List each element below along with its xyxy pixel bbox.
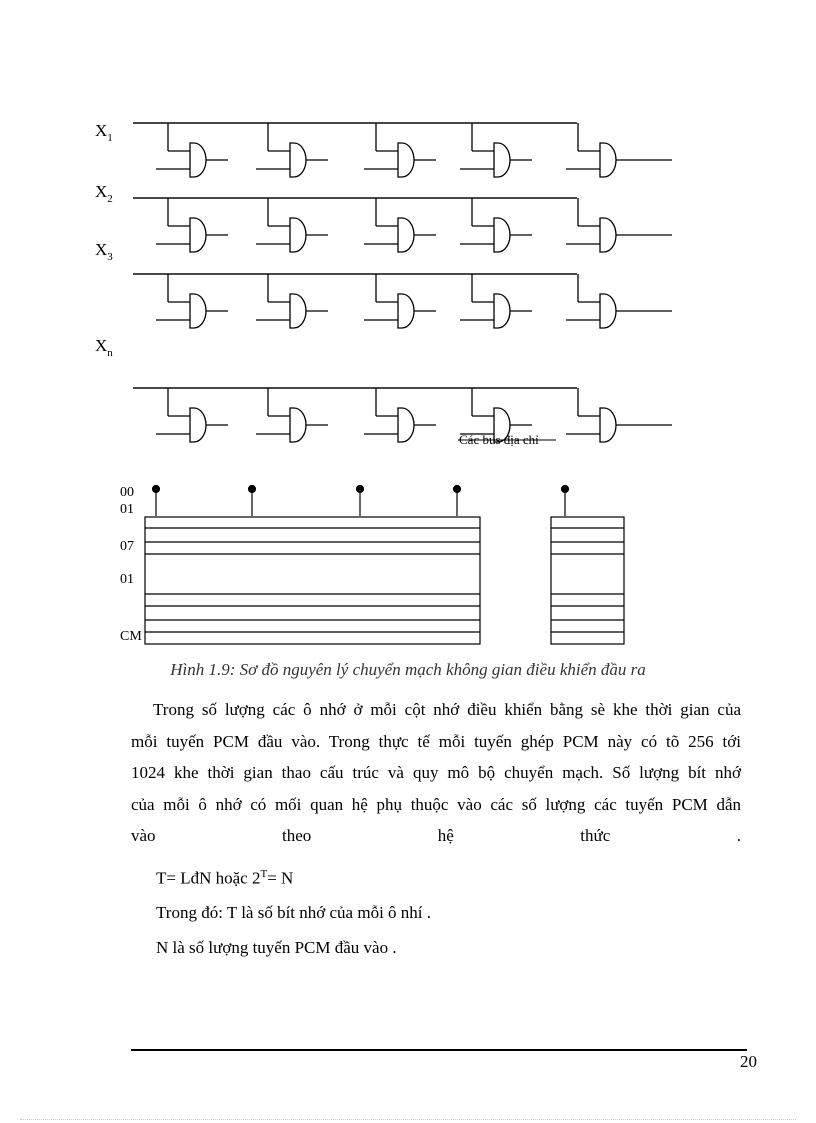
paragraph-line: Trong số lượng các ô nhớ ở mỗi cột nhớ điều khiển bằng sè khe thời gian của: [153, 700, 741, 719]
word: thức: [580, 826, 611, 845]
and-gate: [494, 218, 510, 252]
input-label-x3: $X_3$: [95, 240, 113, 263]
memory-labels: [120, 485, 142, 644]
page-number: 20: [740, 1052, 757, 1071]
and-gate: [600, 408, 616, 442]
word: vào: [131, 826, 156, 845]
memory-label-cm: CM: [120, 629, 142, 644]
formula: T= LđN hoặc $2^T= N$: [156, 868, 294, 888]
and-gate: [190, 143, 206, 177]
and-gate: [494, 143, 510, 177]
and-gate: [600, 218, 616, 252]
input-label-x2: $X_2$: [95, 182, 113, 205]
and-gate: [290, 294, 306, 328]
where-line: Trong đó: T là số bít nhớ của mỗi ô nhí .: [156, 903, 432, 922]
and-gate: [398, 218, 414, 252]
body-paragraph: [131, 694, 741, 852]
footer-rule: [131, 1049, 747, 1051]
input-label-xn: $X_n$: [95, 336, 113, 359]
and-gate: [190, 408, 206, 442]
memory-label-01b: 01: [120, 572, 134, 587]
word: hệ: [437, 826, 454, 845]
gate-array: [133, 123, 672, 442]
memory-label-01a: 01: [120, 502, 134, 517]
figure-caption: Hình 1.9: Sơ đồ nguyên lý chuyển mạch không gian điều khiển đầu ra: [170, 660, 646, 679]
and-gate: [600, 143, 616, 177]
memory-label-07: 07: [120, 539, 134, 554]
and-gate: [398, 143, 414, 177]
and-gate: [190, 294, 206, 328]
paragraph-line: mỗi tuyến PCM đầu vào. Trong thực tế mỗi tuyến ghép PCM này có tõ 256 tới: [131, 731, 741, 751]
page-bottom-edge: [20, 1119, 796, 1120]
paragraph-line: của mỗi ô nhớ có mối quan hệ phụ thuộc vào các số lượng các tuyến PCM dẫn: [131, 794, 741, 814]
paragraph-last-line: [131, 820, 741, 852]
word: .: [736, 826, 741, 845]
and-gate: [290, 408, 306, 442]
and-gate: [290, 218, 306, 252]
word: theo: [282, 826, 312, 845]
address-pins: [153, 486, 569, 517]
and-gate: [398, 408, 414, 442]
n-definition-line: N là số lượng tuyến PCM đầu vào .: [156, 938, 397, 957]
and-gate: [398, 294, 414, 328]
paragraph-line: 1024 khe thời gian thao cấu trúc và quy mô bộ chuyển mạch. Số lượng bít nhớ: [131, 763, 741, 782]
and-gate: [290, 143, 306, 177]
input-label-x1: $X_1$: [95, 121, 113, 144]
memory-label-00: 00: [120, 485, 134, 500]
and-gate: [600, 294, 616, 328]
bus-label: Các bus địa chỉ: [459, 432, 539, 447]
and-gate: [494, 294, 510, 328]
input-labels: [95, 121, 113, 359]
and-gate: [190, 218, 206, 252]
control-memory-blocks: [145, 517, 624, 644]
